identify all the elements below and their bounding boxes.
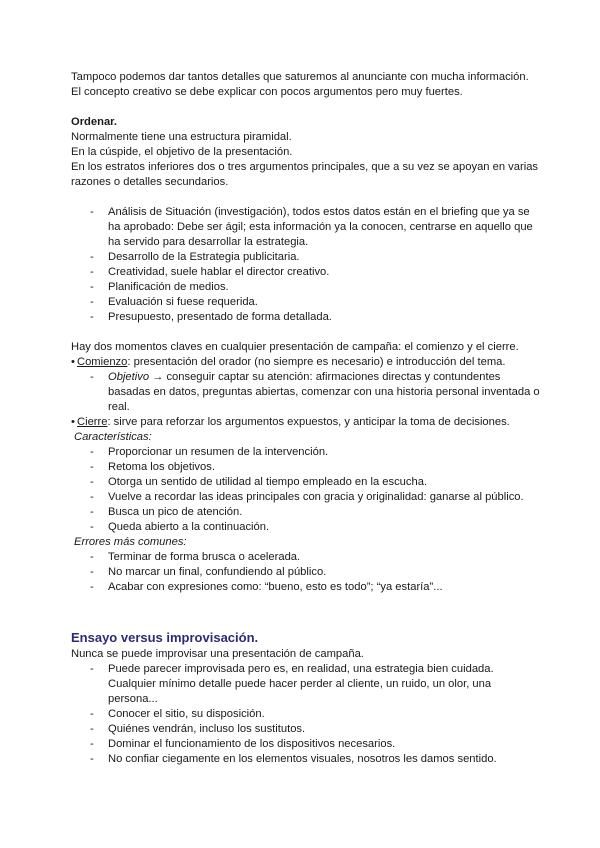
list-item: - Retoma los objetivos. <box>71 460 541 475</box>
list-item: - No confiar ciegamente en los elementos visuales, nosotros les damos sentido. <box>71 752 541 767</box>
ordenar-line: En la cúspide, el objetivo de la presentación. <box>71 146 293 158</box>
list-item: - No marcar un final, confundiendo al público. <box>71 565 541 580</box>
objetivo-label: Objetivo <box>108 371 150 383</box>
list-item: - Quiénes vendrán, incluso los sustitutos. <box>71 722 541 737</box>
ensayo-list <box>71 662 541 767</box>
comienzo-text: : presentación del orador (no siempre es necesario) e introducción del tema. <box>127 356 506 368</box>
list-item: - Terminar de forma brusca o acelerada. <box>71 550 541 565</box>
list-item: - Desarrollo de la Estrategia publicitaria. <box>71 250 541 265</box>
list-item: - Proporcionar un resumen de la intervención. <box>71 445 541 460</box>
ordenar-line: En los estratos inferiores dos o tres argumentos principales, que a su vez se apoyan en varias razones o detalles secundarios. <box>71 161 539 188</box>
list-item: - Conocer el sitio, su disposición. <box>71 707 541 722</box>
list-item: - Creatividad, suele hablar el director creativo. <box>71 265 541 280</box>
objetivo-text: → conseguir captar su atención: afirmaciones directas y contundentes basadas en datos, preguntas abiertas, comenzar con una historia personal inventada o real. <box>108 371 540 413</box>
bullet-icon: • <box>71 416 75 428</box>
comienzo-label: Comienzo <box>77 356 128 368</box>
bullet-icon: • <box>71 356 75 368</box>
list-item: - Evaluación si fuese requerida. <box>71 295 541 310</box>
objetivo-list <box>71 370 541 415</box>
list-item: - Otorga un sentido de utilidad al tiempo empleado en la escucha. <box>71 475 541 490</box>
list-item: - Dominar el funcionamiento de los dispositivos necesarios. <box>71 737 541 752</box>
list-item: - Busca un pico de atención. <box>71 505 541 520</box>
comienzo-line <box>71 355 541 370</box>
ensayo-intro: Nunca se puede improvisar una presentación de campaña. <box>71 648 364 660</box>
ordenar-line: Normalmente tiene una estructura piramidal. <box>71 131 292 143</box>
list-item: - Queda abierto a la continuación. <box>71 520 541 535</box>
list-item: - Planificación de medios. <box>71 280 541 295</box>
list-item: - Vuelve a recordar las ideas principales con gracia y originalidad: ganarse al público. <box>71 490 541 505</box>
list-item: - Análisis de Situación (investigación), todos estos datos están en el briefing que ya se ha aprobado: Debe ser ágil; esta información ya la conocen, centrarse en aquello que ha servido para desarrollar la estrategia. <box>71 205 541 250</box>
ordenar-list <box>71 205 541 325</box>
list-item: - Acabar con expresiones como: “bueno, esto es todo”; “ya estaría”... <box>71 580 541 595</box>
errores-label: Errores más comunes: <box>74 536 187 548</box>
intro-line-2: El concepto creativo se debe explicar con pocos argumentos pero muy fuertes. <box>71 86 463 98</box>
list-item: - Puede parecer improvisada pero es, en realidad, una estrategia bien cuidada. Cualquier mínimo detalle puede hacer perder al cliente, un ruido, un olor, una persona... <box>71 662 541 707</box>
intro-line-1: Tampoco podemos dar tantos detalles que saturemos al anunciante con mucha información. <box>71 71 529 83</box>
cierre-text: : sirve para reforzar los argumentos expuestos, y anticipar la toma de decisiones. <box>107 416 510 428</box>
cierre-line <box>71 415 541 430</box>
cierre-label: Cierre <box>77 416 108 428</box>
errores-list <box>71 550 541 595</box>
ordenar-title: Ordenar. <box>71 116 118 128</box>
document-page <box>71 70 541 767</box>
momentos-intro: Hay dos momentos claves en cualquier presentación de campaña: el comienzo y el cierre. <box>71 341 519 353</box>
caracteristicas-label: Características: <box>74 431 152 443</box>
ensayo-heading: Ensayo versus improvisación. <box>71 630 259 645</box>
objetivo-item <box>71 370 541 415</box>
list-item: - Presupuesto, presentado de forma detallada. <box>71 310 541 325</box>
caracteristicas-list <box>71 445 541 535</box>
